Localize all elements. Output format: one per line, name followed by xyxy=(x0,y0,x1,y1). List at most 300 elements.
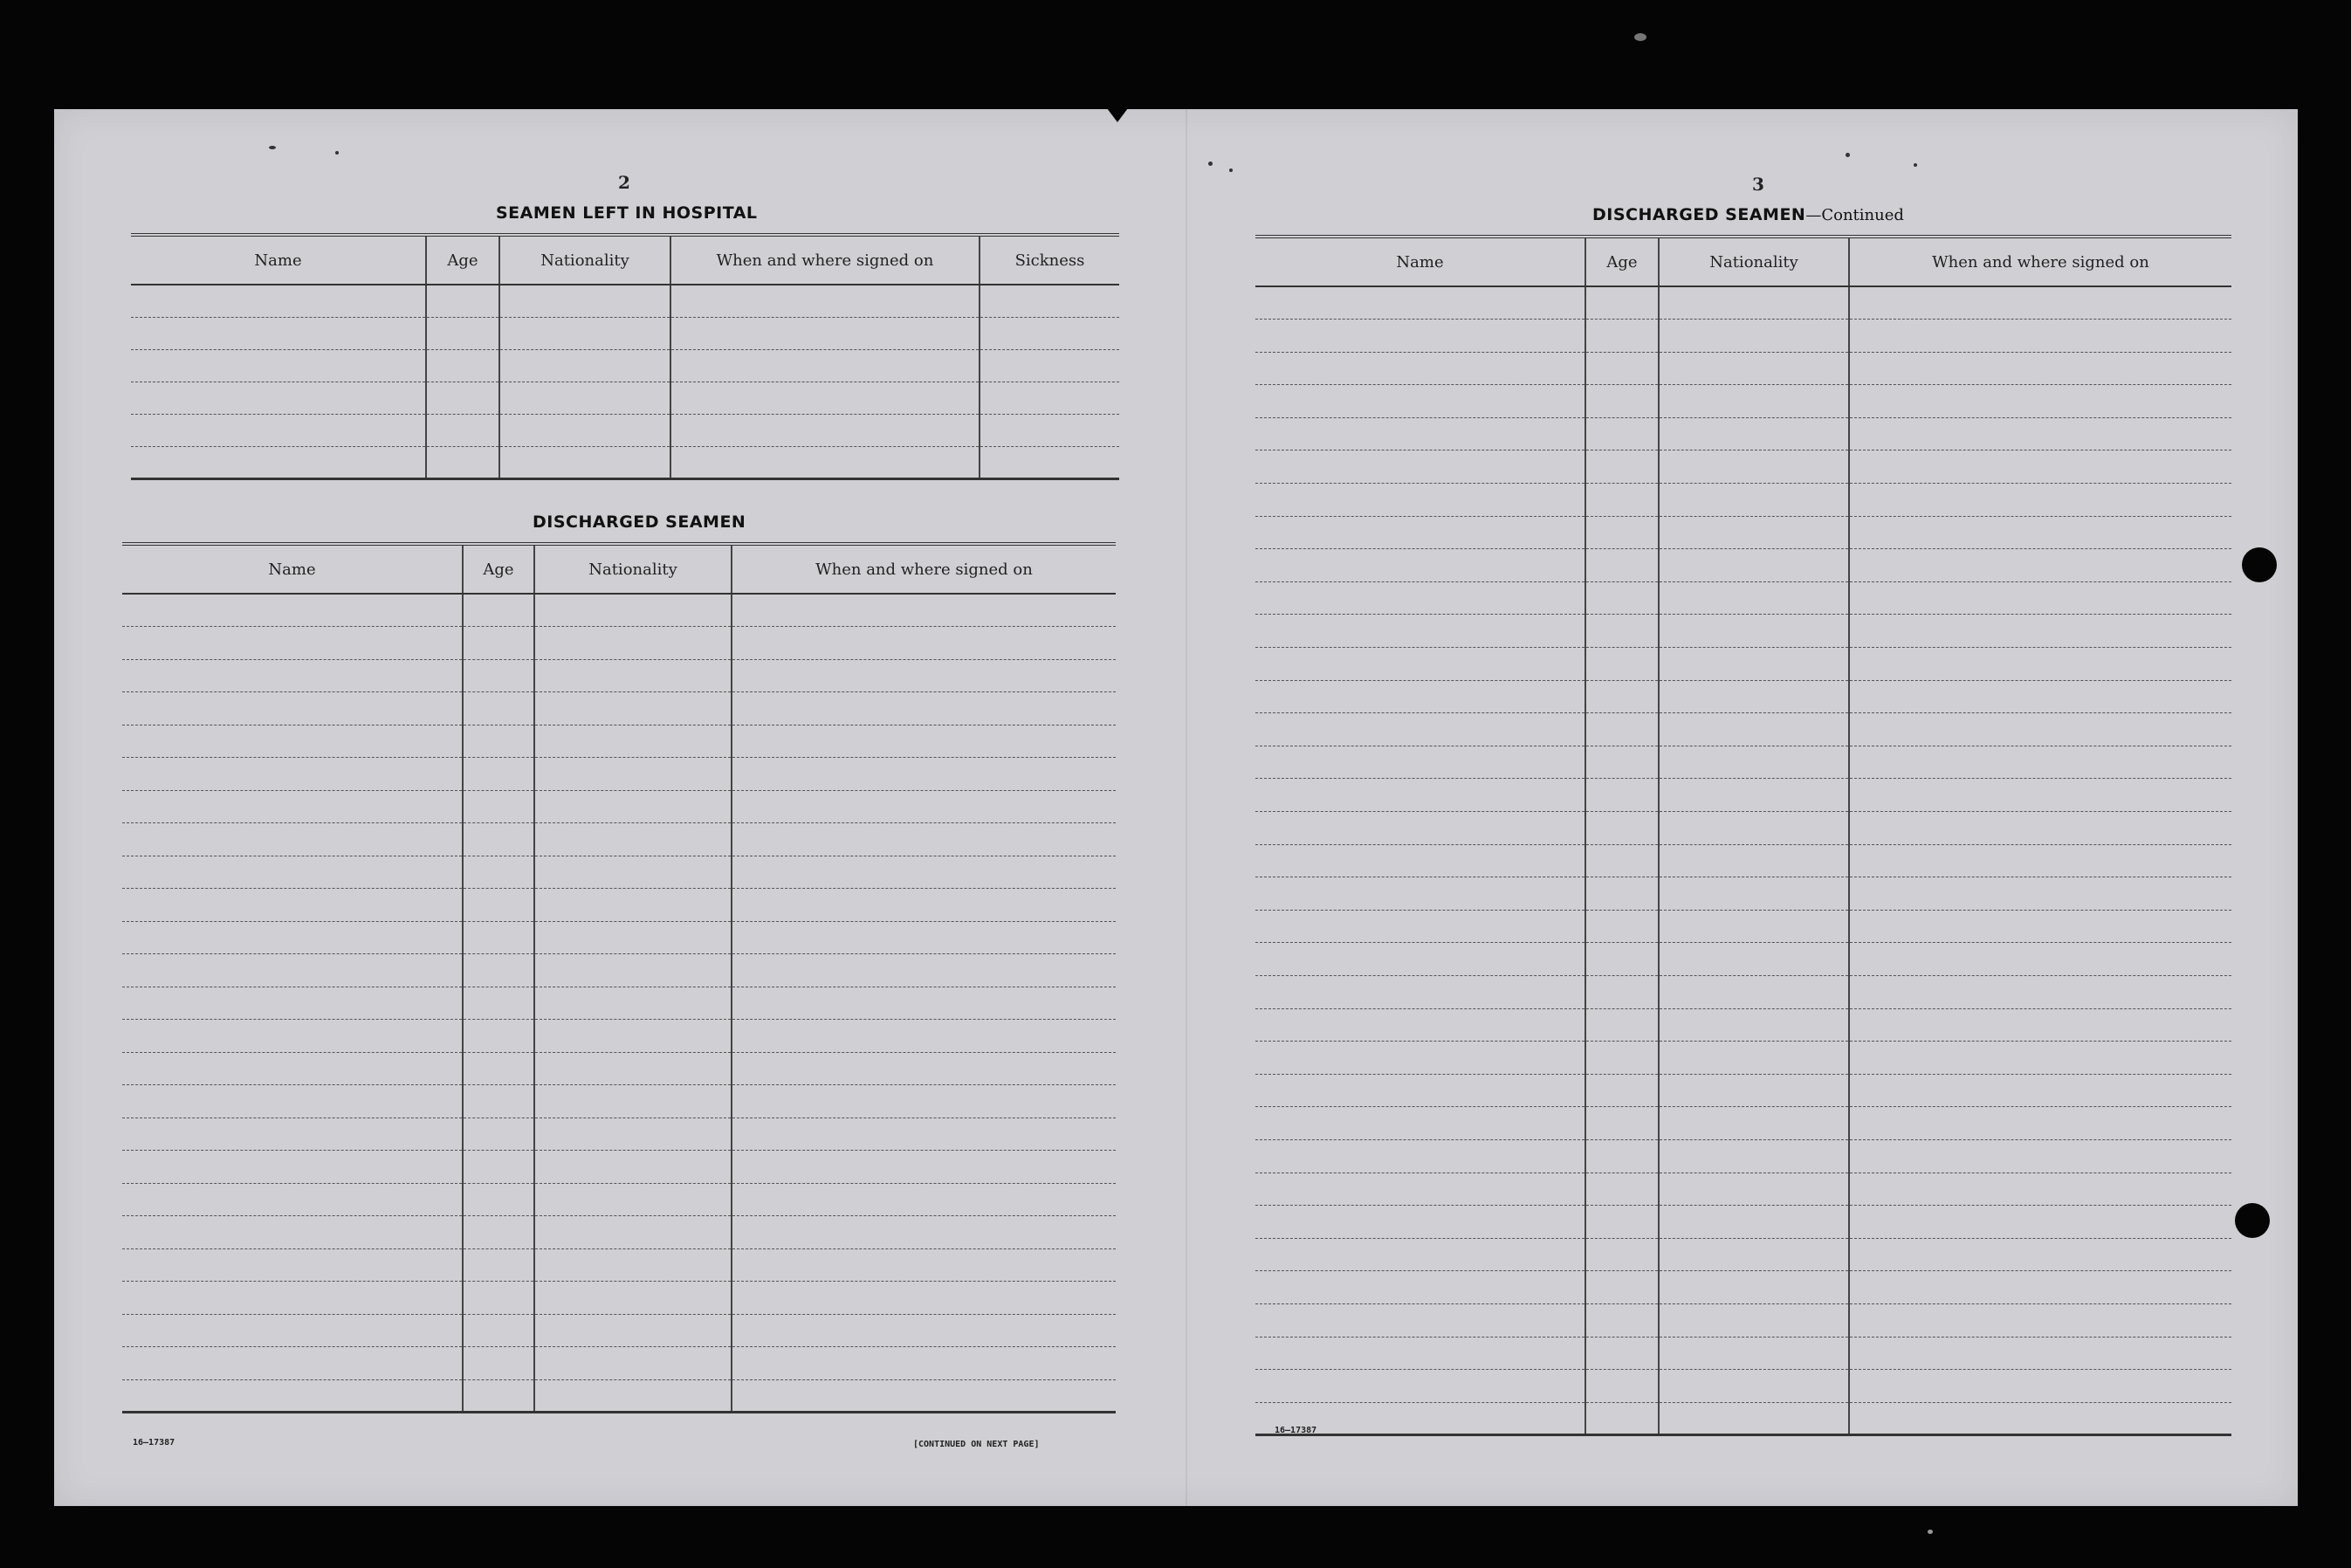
discharged-cell[interactable] xyxy=(463,692,534,726)
discharged-cell[interactable] xyxy=(732,1118,1116,1151)
discharged-continued-cell[interactable] xyxy=(1585,1173,1659,1206)
discharged-continued-cell[interactable] xyxy=(1849,779,2231,812)
discharged-continued-cell[interactable] xyxy=(1849,1238,2231,1271)
discharged-continued-cell[interactable] xyxy=(1659,1206,1849,1239)
hospital-cell[interactable] xyxy=(980,317,1119,349)
hospital-cell[interactable] xyxy=(980,349,1119,382)
discharged-continued-cell[interactable] xyxy=(1849,975,2231,1008)
hospital-column-header: Nationality xyxy=(499,235,670,285)
discharged-cell[interactable] xyxy=(534,1020,732,1053)
discharged-row xyxy=(122,954,1116,987)
hospital-cell[interactable] xyxy=(426,446,499,478)
discharged-cell[interactable] xyxy=(122,659,463,692)
discharged-continued-cell[interactable] xyxy=(1849,1074,2231,1107)
hospital-cell[interactable] xyxy=(670,382,980,414)
discharged-cell[interactable] xyxy=(122,1248,463,1282)
discharged-continued-row xyxy=(1255,1042,2231,1075)
discharged-continued-cell[interactable] xyxy=(1849,581,2231,615)
discharged-cell[interactable] xyxy=(732,954,1116,987)
discharged-cell[interactable] xyxy=(534,1052,732,1085)
discharged-continued-cell[interactable] xyxy=(1255,910,1585,943)
discharged-cell[interactable] xyxy=(732,1379,1116,1413)
discharged-continued-row xyxy=(1255,1402,2231,1435)
discharged-continued-cell[interactable] xyxy=(1659,1402,1849,1435)
discharged-cell[interactable] xyxy=(732,1282,1116,1315)
discharged-continued-cell[interactable] xyxy=(1659,1303,1849,1337)
discharged-cell[interactable] xyxy=(534,1118,732,1151)
discharged-continued-cell[interactable] xyxy=(1255,1238,1585,1271)
discharged-continued-cell[interactable] xyxy=(1849,1008,2231,1042)
discharged-cell[interactable] xyxy=(732,1085,1116,1118)
discharged-continued-cell[interactable] xyxy=(1659,1271,1849,1304)
discharged-cell[interactable] xyxy=(463,1085,534,1118)
discharged-continued-cell[interactable] xyxy=(1585,746,1659,779)
discharged-continued-cell[interactable] xyxy=(1849,1303,2231,1337)
discharged-continued-cell[interactable] xyxy=(1849,516,2231,549)
discharged-continued-cell[interactable] xyxy=(1585,779,1659,812)
discharged-cell[interactable] xyxy=(534,1314,732,1347)
discharged-continued-cell[interactable] xyxy=(1585,286,1659,320)
discharged-cell[interactable] xyxy=(122,921,463,954)
discharged-cell[interactable] xyxy=(732,594,1116,627)
discharged-continued-cell[interactable] xyxy=(1585,450,1659,484)
discharged-continued-cell[interactable] xyxy=(1659,1337,1849,1370)
hospital-cell[interactable] xyxy=(499,285,670,317)
hospital-cell[interactable] xyxy=(670,349,980,382)
discharged-continued-cell[interactable] xyxy=(1585,484,1659,517)
discharged-cell[interactable] xyxy=(732,1151,1116,1184)
discharged-continued-title-text: DISCHARGED SEAMEN xyxy=(1592,205,1806,224)
discharged-cell[interactable] xyxy=(534,1248,732,1282)
discharged-cell[interactable] xyxy=(732,758,1116,791)
discharged-continued-cell[interactable] xyxy=(1659,417,1849,450)
discharged-continued-cell[interactable] xyxy=(1585,352,1659,385)
discharged-continued-cell[interactable] xyxy=(1659,549,1849,582)
discharged-continued-cell[interactable] xyxy=(1849,286,2231,320)
discharged-continued-row xyxy=(1255,581,2231,615)
discharged-continued-cell[interactable] xyxy=(1849,615,2231,648)
discharged-cell[interactable] xyxy=(122,1118,463,1151)
discharged-continued-cell[interactable] xyxy=(1255,385,1585,418)
discharged-cell[interactable] xyxy=(534,954,732,987)
discharged-cell[interactable] xyxy=(534,659,732,692)
discharged-continued-cell[interactable] xyxy=(1849,713,2231,746)
discharged-continued-cell[interactable] xyxy=(1585,648,1659,681)
discharged-continued-cell[interactable] xyxy=(1659,943,1849,976)
discharged-continued-cell[interactable] xyxy=(1849,910,2231,943)
discharged-continued-cell[interactable] xyxy=(1659,844,1849,877)
discharged-cell[interactable] xyxy=(122,1379,463,1413)
discharged-continued-cell[interactable] xyxy=(1255,484,1585,517)
discharged-cell[interactable] xyxy=(122,889,463,922)
discharged-continued-cell[interactable] xyxy=(1585,320,1659,353)
discharged-continued-row xyxy=(1255,450,2231,484)
discharged-cell[interactable] xyxy=(463,725,534,758)
hospital-cell[interactable] xyxy=(670,446,980,478)
discharged-cell[interactable] xyxy=(732,856,1116,889)
continued-note: [CONTINUED ON NEXT PAGE] xyxy=(913,1440,1040,1449)
hospital-cell[interactable] xyxy=(499,317,670,349)
discharged-continued-cell[interactable] xyxy=(1849,877,2231,911)
discharged-continued-cell[interactable] xyxy=(1585,844,1659,877)
discharged-cell[interactable] xyxy=(534,921,732,954)
discharged-cell[interactable] xyxy=(732,725,1116,758)
discharged-continued-cell[interactable] xyxy=(1585,812,1659,845)
discharged-continued-cell[interactable] xyxy=(1659,385,1849,418)
discharged-cell[interactable] xyxy=(463,1314,534,1347)
discharged-continued-cell[interactable] xyxy=(1255,713,1585,746)
discharged-continued-cell[interactable] xyxy=(1255,975,1585,1008)
hospital-cell[interactable] xyxy=(426,349,499,382)
discharged-continued-row xyxy=(1255,648,2231,681)
hospital-cell[interactable] xyxy=(670,414,980,446)
discharged-continued-cell[interactable] xyxy=(1659,713,1849,746)
discharged-cell[interactable] xyxy=(534,1151,732,1184)
discharged-continued-cell[interactable] xyxy=(1585,1206,1659,1239)
hospital-cell[interactable] xyxy=(426,414,499,446)
discharged-continued-cell[interactable] xyxy=(1659,320,1849,353)
discharged-continued-title xyxy=(1592,205,1904,224)
discharged-continued-cell[interactable] xyxy=(1585,910,1659,943)
discharged-continued-cell[interactable] xyxy=(1585,713,1659,746)
discharged-continued-cell[interactable] xyxy=(1585,1238,1659,1271)
hospital-cell[interactable] xyxy=(131,446,426,478)
discharged-continued-cell[interactable] xyxy=(1849,1107,2231,1140)
discharged-cell[interactable] xyxy=(122,1020,463,1053)
discharged-continued-cell[interactable] xyxy=(1659,516,1849,549)
discharged-continued-cell[interactable] xyxy=(1255,1107,1585,1140)
discharged-cell[interactable] xyxy=(463,1216,534,1249)
discharged-continued-cell[interactable] xyxy=(1255,1074,1585,1107)
discharged-cell[interactable] xyxy=(122,1314,463,1347)
discharged-cell[interactable] xyxy=(534,627,732,660)
discharged-cell[interactable] xyxy=(732,1020,1116,1053)
discharged-continued-cell[interactable] xyxy=(1659,680,1849,713)
discharged-continued-cell[interactable] xyxy=(1255,320,1585,353)
discharged-continued-cell[interactable] xyxy=(1255,746,1585,779)
discharged-cell[interactable] xyxy=(732,790,1116,823)
discharged-cell[interactable] xyxy=(122,1052,463,1085)
discharged-continued-cell[interactable] xyxy=(1255,549,1585,582)
discharged-continued-cell[interactable] xyxy=(1659,581,1849,615)
discharged-continued-cell[interactable] xyxy=(1849,844,2231,877)
discharged-continued-cell[interactable] xyxy=(1255,615,1585,648)
discharged-cell[interactable] xyxy=(463,1151,534,1184)
discharged-continued-cell[interactable] xyxy=(1255,1139,1585,1173)
discharged-continued-cell[interactable] xyxy=(1255,1271,1585,1304)
discharged-continued-cell[interactable] xyxy=(1255,286,1585,320)
discharged-continued-cell[interactable] xyxy=(1255,352,1585,385)
discharged-cell[interactable] xyxy=(732,1183,1116,1216)
discharged-continued-cell[interactable] xyxy=(1849,484,2231,517)
discharged-cell[interactable] xyxy=(122,987,463,1020)
discharged-cell[interactable] xyxy=(732,823,1116,856)
discharged-cell[interactable] xyxy=(122,758,463,791)
hospital-cell[interactable] xyxy=(499,446,670,478)
discharged-continued-cell[interactable] xyxy=(1255,1206,1585,1239)
discharged-cell[interactable] xyxy=(122,627,463,660)
discharged-continued-cell[interactable] xyxy=(1849,549,2231,582)
discharged-cell[interactable] xyxy=(732,1347,1116,1380)
discharged-continued-cell[interactable] xyxy=(1849,1173,2231,1206)
hospital-cell[interactable] xyxy=(131,382,426,414)
discharged-cell[interactable] xyxy=(463,790,534,823)
hospital-row xyxy=(131,414,1119,446)
discharged-continued-cell[interactable] xyxy=(1255,1042,1585,1075)
discharged-continued-cell[interactable] xyxy=(1255,581,1585,615)
discharged-cell[interactable] xyxy=(534,1282,732,1315)
discharged-cell[interactable] xyxy=(463,921,534,954)
hospital-cell[interactable] xyxy=(980,414,1119,446)
discharged-continued-cell[interactable] xyxy=(1255,450,1585,484)
discharged-cell[interactable] xyxy=(534,889,732,922)
discharged-continued-cell[interactable] xyxy=(1255,943,1585,976)
discharged-cell[interactable] xyxy=(732,1314,1116,1347)
discharged-cell[interactable] xyxy=(463,889,534,922)
discharged-continued-cell[interactable] xyxy=(1659,352,1849,385)
discharged-cell[interactable] xyxy=(732,889,1116,922)
discharged-cell[interactable] xyxy=(122,1282,463,1315)
speck xyxy=(1229,168,1233,172)
discharged-continued-cell[interactable] xyxy=(1585,1042,1659,1075)
discharged-continued-cell[interactable] xyxy=(1659,1042,1849,1075)
hospital-row xyxy=(131,317,1119,349)
hospital-cell[interactable] xyxy=(980,382,1119,414)
discharged-cell[interactable] xyxy=(534,987,732,1020)
discharged-cell[interactable] xyxy=(463,659,534,692)
discharged-cell[interactable] xyxy=(122,1183,463,1216)
discharged-cell[interactable] xyxy=(534,1183,732,1216)
discharged-continued-cell[interactable] xyxy=(1585,680,1659,713)
discharged-cell[interactable] xyxy=(463,954,534,987)
discharged-continued-cell[interactable] xyxy=(1849,1337,2231,1370)
discharged-cell[interactable] xyxy=(534,594,732,627)
discharged-continued-cell[interactable] xyxy=(1849,746,2231,779)
hospital-cell[interactable] xyxy=(426,382,499,414)
discharged-continued-cell[interactable] xyxy=(1849,450,2231,484)
discharged-continued-cell[interactable] xyxy=(1659,1107,1849,1140)
discharged-cell[interactable] xyxy=(534,823,732,856)
discharged-cell[interactable] xyxy=(534,758,732,791)
hospital-cell[interactable] xyxy=(499,382,670,414)
discharged-continued-cell[interactable] xyxy=(1659,877,1849,911)
discharged-cell[interactable] xyxy=(122,823,463,856)
discharged-cell[interactable] xyxy=(463,856,534,889)
hospital-cell[interactable] xyxy=(670,285,980,317)
discharged-cell[interactable] xyxy=(463,1183,534,1216)
discharged-cell[interactable] xyxy=(534,1347,732,1380)
discharged-continued-cell[interactable] xyxy=(1659,286,1849,320)
discharged-continued-cell[interactable] xyxy=(1585,1271,1659,1304)
discharged-cell[interactable] xyxy=(534,856,732,889)
discharged-continued-row xyxy=(1255,385,2231,418)
discharged-cell[interactable] xyxy=(122,1151,463,1184)
discharged-cell[interactable] xyxy=(463,1347,534,1380)
discharged-continued-cell[interactable] xyxy=(1849,1042,2231,1075)
discharged-continued-cell[interactable] xyxy=(1849,1271,2231,1304)
discharged-cell[interactable] xyxy=(463,1118,534,1151)
discharged-continued-cell[interactable] xyxy=(1585,1074,1659,1107)
discharged-cell[interactable] xyxy=(534,725,732,758)
discharged-continued-cell[interactable] xyxy=(1585,417,1659,450)
discharged-continued-cell[interactable] xyxy=(1585,975,1659,1008)
discharged-cell[interactable] xyxy=(534,1216,732,1249)
discharged-cell[interactable] xyxy=(463,758,534,791)
discharged-continued-cell[interactable] xyxy=(1659,1370,1849,1403)
discharged-continued-cell[interactable] xyxy=(1849,385,2231,418)
discharged-cell[interactable] xyxy=(122,790,463,823)
discharged-continued-row xyxy=(1255,417,2231,450)
discharged-continued-cell[interactable] xyxy=(1585,1107,1659,1140)
discharged-continued-cell[interactable] xyxy=(1255,779,1585,812)
discharged-continued-cell[interactable] xyxy=(1659,615,1849,648)
discharged-cell[interactable] xyxy=(732,1248,1116,1282)
discharged-table xyxy=(122,542,1116,1413)
discharged-cell[interactable] xyxy=(534,1379,732,1413)
discharged-continued-cell[interactable] xyxy=(1849,1206,2231,1239)
discharged-continued-cell[interactable] xyxy=(1849,320,2231,353)
discharged-continued-cell[interactable] xyxy=(1585,1303,1659,1337)
discharged-continued-cell[interactable] xyxy=(1255,1173,1585,1206)
discharged-continued-cell[interactable] xyxy=(1659,450,1849,484)
discharged-row xyxy=(122,758,1116,791)
discharged-continued-row xyxy=(1255,1107,2231,1140)
hospital-row xyxy=(131,285,1119,317)
discharged-cell[interactable] xyxy=(463,1282,534,1315)
discharged-continued-cell[interactable] xyxy=(1585,1008,1659,1042)
hospital-cell[interactable] xyxy=(670,317,980,349)
discharged-cell[interactable] xyxy=(463,627,534,660)
discharged-continued-row xyxy=(1255,1173,2231,1206)
discharged-continued-cell[interactable] xyxy=(1255,1303,1585,1337)
hospital-cell[interactable] xyxy=(426,317,499,349)
page-fold xyxy=(1186,109,1187,1506)
hospital-cell[interactable] xyxy=(499,349,670,382)
discharged-continued-cell[interactable] xyxy=(1659,975,1849,1008)
discharged-continued-row xyxy=(1255,352,2231,385)
discharged-continued-cell[interactable] xyxy=(1585,615,1659,648)
discharged-cell[interactable] xyxy=(534,790,732,823)
discharged-continued-row xyxy=(1255,680,2231,713)
discharged-cell[interactable] xyxy=(463,594,534,627)
hospital-cell[interactable] xyxy=(131,285,426,317)
discharged-continued-cell[interactable] xyxy=(1849,943,2231,976)
hospital-cell[interactable] xyxy=(980,285,1119,317)
discharged-cell[interactable] xyxy=(732,627,1116,660)
discharged-continued-cell[interactable] xyxy=(1585,549,1659,582)
hospital-cell[interactable] xyxy=(131,317,426,349)
speck xyxy=(1928,1530,1933,1534)
discharged-continued-cell[interactable] xyxy=(1659,1238,1849,1271)
discharged-continued-row xyxy=(1255,1008,2231,1042)
discharged-continued-cell[interactable] xyxy=(1585,1139,1659,1173)
discharged-continued-cell[interactable] xyxy=(1849,680,2231,713)
discharged-cell[interactable] xyxy=(732,1052,1116,1085)
discharged-continued-cell[interactable] xyxy=(1255,812,1585,845)
discharged-cell[interactable] xyxy=(122,1216,463,1249)
discharged-continued-cell[interactable] xyxy=(1659,648,1849,681)
hospital-cell[interactable] xyxy=(499,414,670,446)
discharged-continued-cell[interactable] xyxy=(1659,910,1849,943)
discharged-cell[interactable] xyxy=(463,1052,534,1085)
discharged-continued-cell[interactable] xyxy=(1659,812,1849,845)
discharged-continued-cell[interactable] xyxy=(1585,1370,1659,1403)
hospital-cell[interactable] xyxy=(980,446,1119,478)
discharged-continued-cell[interactable] xyxy=(1659,779,1849,812)
discharged-continued-cell[interactable] xyxy=(1255,1008,1585,1042)
discharged-continued-cell[interactable] xyxy=(1255,648,1585,681)
discharged-continued-cell[interactable] xyxy=(1255,844,1585,877)
discharged-continued-cell[interactable] xyxy=(1849,1139,2231,1173)
discharged-cell[interactable] xyxy=(534,1085,732,1118)
discharged-row xyxy=(122,823,1116,856)
discharged-continued-cell[interactable] xyxy=(1659,484,1849,517)
discharged-continued-cell[interactable] xyxy=(1585,1337,1659,1370)
discharged-continued-cell[interactable] xyxy=(1585,877,1659,911)
discharged-cell[interactable] xyxy=(463,1379,534,1413)
discharged-column-header: When and where signed on xyxy=(732,544,1116,594)
discharged-continued-cell[interactable] xyxy=(1585,516,1659,549)
discharged-continued-cell[interactable] xyxy=(1255,417,1585,450)
discharged-continued-cell[interactable] xyxy=(1849,812,2231,845)
discharged-continued-row xyxy=(1255,779,2231,812)
discharged-cell[interactable] xyxy=(732,921,1116,954)
discharged-continued-table xyxy=(1255,235,2231,1436)
discharged-continued-cell[interactable] xyxy=(1585,581,1659,615)
discharged-cell[interactable] xyxy=(122,725,463,758)
discharged-continued-cell[interactable] xyxy=(1659,1008,1849,1042)
discharged-cell[interactable] xyxy=(463,987,534,1020)
discharged-continued-cell[interactable] xyxy=(1849,1402,2231,1435)
discharged-cell[interactable] xyxy=(732,987,1116,1020)
discharged-continued-cell[interactable] xyxy=(1849,648,2231,681)
discharged-cell[interactable] xyxy=(122,1347,463,1380)
discharged-continued-cell[interactable] xyxy=(1255,516,1585,549)
discharged-cell[interactable] xyxy=(122,692,463,726)
discharged-continued-cell[interactable] xyxy=(1849,417,2231,450)
discharged-continued-cell[interactable] xyxy=(1659,1173,1849,1206)
hospital-cell[interactable] xyxy=(131,414,426,446)
discharged-continued-cell[interactable] xyxy=(1255,1337,1585,1370)
discharged-cell[interactable] xyxy=(122,856,463,889)
hospital-cell[interactable] xyxy=(426,285,499,317)
discharged-continued-cell[interactable] xyxy=(1585,385,1659,418)
discharged-continued-cell[interactable] xyxy=(1659,746,1849,779)
discharged-continued-cell[interactable] xyxy=(1255,680,1585,713)
discharged-continued-cell[interactable] xyxy=(1849,352,2231,385)
discharged-cell[interactable] xyxy=(122,1085,463,1118)
discharged-cell[interactable] xyxy=(463,823,534,856)
discharged-cell[interactable] xyxy=(732,659,1116,692)
discharged-cell[interactable] xyxy=(732,692,1116,726)
discharged-continued-cell[interactable] xyxy=(1659,1139,1849,1173)
discharged-continued-cell[interactable] xyxy=(1255,1370,1585,1403)
discharged-row xyxy=(122,856,1116,889)
discharged-cell[interactable] xyxy=(463,1020,534,1053)
hospital-cell[interactable] xyxy=(131,349,426,382)
discharged-continued-cell[interactable] xyxy=(1659,1074,1849,1107)
discharged-continued-cell[interactable] xyxy=(1849,1370,2231,1403)
discharged-continued-cell[interactable] xyxy=(1585,1402,1659,1435)
discharged-cell[interactable] xyxy=(463,1248,534,1282)
discharged-cell[interactable] xyxy=(732,1216,1116,1249)
discharged-cell[interactable] xyxy=(122,954,463,987)
discharged-continued-cell[interactable] xyxy=(1585,943,1659,976)
discharged-continued-cell[interactable] xyxy=(1255,877,1585,911)
discharged-row xyxy=(122,1379,1116,1413)
discharged-cell[interactable] xyxy=(534,692,732,726)
discharged-cell[interactable] xyxy=(122,594,463,627)
